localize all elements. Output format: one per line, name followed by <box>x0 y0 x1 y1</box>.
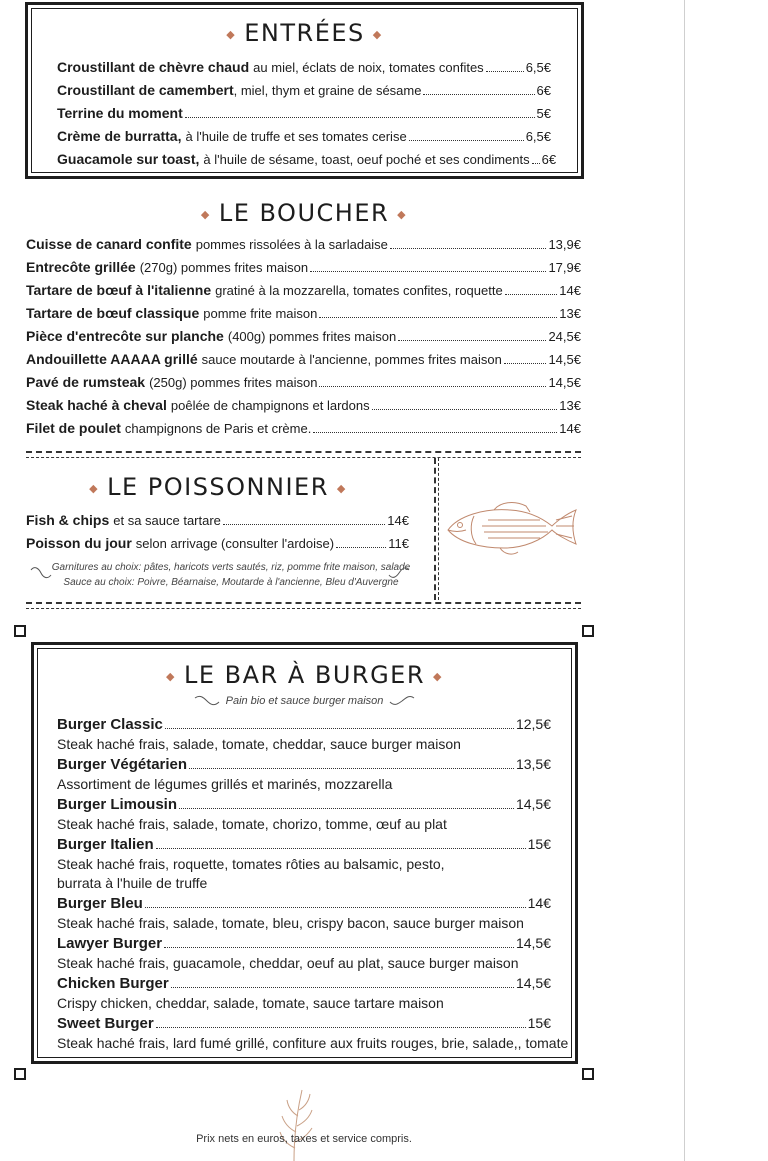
menu-item-price: 6€ <box>541 152 557 167</box>
menu-item <box>26 325 581 348</box>
menu-item <box>26 256 581 279</box>
dot-leader <box>156 1027 526 1028</box>
dashed-divider-vertical <box>438 458 439 600</box>
diamond-icon: ◆ <box>166 669 176 683</box>
herb-sprig-illustration-icon <box>272 1086 322 1161</box>
menu-item-price: 6,5€ <box>525 129 551 144</box>
burger-subtitle: Pain bio et sauce burger maison <box>34 695 575 707</box>
burger-item-name: Lawyer Burger <box>57 935 163 952</box>
entrees-box <box>25 2 584 179</box>
dot-leader <box>504 363 547 364</box>
menu-item-name: Croustillant de camembert <box>57 82 234 98</box>
menu-item-price: 5€ <box>536 106 551 121</box>
menu-item <box>57 125 551 148</box>
menu-item <box>26 394 581 417</box>
burger-item-price: 14€ <box>527 895 551 911</box>
dot-leader <box>165 728 514 729</box>
burger-item <box>57 834 551 855</box>
menu-item-name: Entrecôte grillée <box>26 259 136 275</box>
burger-item <box>57 893 551 914</box>
burger-title: ◆ LE BAR À BURGER ◆ <box>166 661 443 689</box>
dashed-divider <box>26 457 581 458</box>
burger-item-price: 15€ <box>527 836 551 852</box>
menu-item <box>26 279 581 302</box>
dot-leader <box>505 294 558 295</box>
swirl-ornament-icon <box>194 695 220 707</box>
menu-item <box>26 417 581 440</box>
swirl-ornament-icon <box>389 695 415 707</box>
entrees-title: ◆ ENTRÉES ◆ <box>226 19 383 47</box>
dot-leader <box>319 386 546 387</box>
menu-item-name: Terrine du moment <box>57 105 183 121</box>
boucher-title: ◆ LE BOUCHER ◆ <box>200 199 408 227</box>
menu-item-description: sauce moutarde à l'ancienne, pommes frites maison <box>201 352 502 367</box>
menu-item-description: (270g) pommes frites maison <box>139 260 309 275</box>
menu-item-price: 6€ <box>536 83 551 98</box>
burger-item-description: Steak haché frais, salade, tomate, cheddar, sauce burger maison <box>57 736 461 752</box>
menu-item-price: 17,9€ <box>548 260 581 275</box>
menu-item <box>57 79 551 102</box>
diamond-icon: ◆ <box>336 481 347 495</box>
burger-item-price: 12,5€ <box>515 716 551 732</box>
menu-item-price: 14,5€ <box>548 375 581 390</box>
dashed-divider <box>26 451 581 453</box>
menu-item-name: Steak haché à cheval <box>26 397 167 413</box>
sauces-note: Sauce au choix: Poivre, Béarnaise, Moutarde à l'ancienne, Bleu d'Auvergne <box>63 577 399 588</box>
menu-item <box>26 532 409 555</box>
menu-item-description: selon arrivage (consulter l'ardoise) <box>135 536 335 551</box>
menu-item-description: (250g) pommes frites maison <box>149 375 318 390</box>
dot-leader <box>336 547 386 548</box>
dot-leader <box>223 524 385 525</box>
menu-item-description: pommes rissolées à la sarladaise <box>195 237 388 252</box>
menu-item-description: pomme frite maison <box>203 306 318 321</box>
menu-item-price: 6,5€ <box>525 60 551 75</box>
burger-item <box>57 1013 551 1034</box>
poissonnier-list <box>26 509 409 555</box>
boucher-list <box>26 233 581 440</box>
menu-item-price: 14€ <box>387 513 409 528</box>
menu-item <box>26 233 581 256</box>
menu-item-name: Tartare de bœuf à l'italienne <box>26 282 212 298</box>
entrees-list <box>57 56 557 171</box>
dot-leader <box>486 71 524 72</box>
corner-square <box>582 1068 594 1080</box>
menu-item-name: Croustillant de chèvre chaud <box>57 59 250 75</box>
burger-item-description: Crispy chicken, cheddar, salade, tomate, sauce tartare maison <box>57 995 444 1011</box>
dot-leader <box>409 140 524 141</box>
diamond-icon: ◆ <box>200 207 211 221</box>
menu-item <box>26 348 581 371</box>
burger-item-price: 14,5€ <box>515 935 551 951</box>
dot-leader <box>390 248 547 249</box>
burger-item <box>57 714 551 735</box>
burger-item-description: burrata à l'huile de truffe <box>57 875 208 891</box>
diamond-icon: ◆ <box>397 207 408 221</box>
burger-item-name: Burger Classic <box>57 716 163 733</box>
menu-item-name: Tartare de bœuf classique <box>26 305 200 321</box>
dot-leader <box>164 947 514 948</box>
burger-item <box>57 794 551 815</box>
burger-item-description: Assortiment de légumes grillés et marinés, mozzarella <box>57 776 393 792</box>
poissonnier-title: ◆ LE POISSONNIER ◆ <box>89 473 347 501</box>
burger-item-name: Burger Limousin <box>57 796 178 813</box>
burger-item <box>57 933 551 954</box>
menu-item-price: 13€ <box>559 306 581 321</box>
menu-item-description: (400g) pommes frites maison <box>227 329 397 344</box>
menu-item <box>57 148 557 171</box>
dot-leader <box>398 340 546 341</box>
menu-item-description: gratiné à la mozzarella, tomates confites, roquette <box>215 283 503 298</box>
menu-item-name: Crème de burratta, <box>57 128 182 144</box>
dot-leader <box>310 271 546 272</box>
burger-item-name: Sweet Burger <box>57 1015 154 1032</box>
diamond-icon: ◆ <box>433 669 443 683</box>
burger-item-price: 13,5€ <box>515 756 551 772</box>
garnitures-note: Garnitures au choix: pâtes, haricots verts sautés, riz, pomme frite maison, salade <box>51 562 411 573</box>
burger-item-description: Steak haché frais, guacamole, cheddar, oeuf au plat, sauce burger maison <box>57 955 519 971</box>
menu-item-name: Pavé de rumsteak <box>26 374 146 390</box>
page-edge-line <box>684 0 685 1161</box>
dot-leader <box>145 907 526 908</box>
menu-item-price: 14€ <box>559 421 581 436</box>
menu-item-price: 11€ <box>388 536 409 551</box>
burger-item-name: Burger Végétarien <box>57 756 188 773</box>
dot-leader <box>372 409 558 410</box>
fish-illustration-icon <box>444 496 580 560</box>
diamond-icon: ◆ <box>372 27 383 41</box>
burger-item-price: 14,5€ <box>515 975 551 991</box>
menu-item-description: champignons de Paris et crème. <box>124 421 312 436</box>
menu-item <box>26 302 581 325</box>
menu-item <box>57 102 551 125</box>
menu-item-name: Cuisse de canard confite <box>26 236 192 252</box>
menu-item-description: , miel, thym et graine de sésame <box>233 83 422 98</box>
menu-item-name: Pièce d'entrecôte sur planche <box>26 328 224 344</box>
dot-leader <box>532 163 540 164</box>
burger-item-description: Steak haché frais, salade, tomate, bleu, crispy bacon, sauce burger maison <box>57 915 524 931</box>
menu-item-price: 13,9€ <box>548 237 581 252</box>
swirl-ornament-icon <box>388 566 410 580</box>
burger-box <box>31 642 578 1064</box>
menu-item-description: à l'huile de truffe et ses tomates cerise <box>185 129 407 144</box>
burger-item-price: 15€ <box>527 1015 551 1031</box>
menu-item-price: 14€ <box>559 283 581 298</box>
menu-item <box>26 509 409 532</box>
menu-item-name: Filet de poulet <box>26 420 121 436</box>
dot-leader <box>156 848 526 849</box>
dashed-divider <box>26 608 581 609</box>
menu-item-name: Guacamole sur toast, <box>57 151 200 167</box>
menu-item-description: au miel, éclats de noix, tomates confites <box>253 60 484 75</box>
menu-item-description: et sa sauce tartare <box>113 513 221 528</box>
burger-item-name: Burger Italien <box>57 836 154 853</box>
corner-square <box>14 625 26 637</box>
menu-item-name: Poisson du jour <box>26 535 132 551</box>
burger-item-description: Steak haché frais, roquette, tomates rôties au balsamic, pesto, <box>57 856 445 872</box>
menu-item <box>26 371 581 394</box>
menu-item <box>57 56 551 79</box>
dot-leader <box>313 432 557 433</box>
burger-item <box>57 973 551 994</box>
dot-leader <box>185 117 535 118</box>
dot-leader <box>189 768 514 769</box>
menu-item-name: Fish & chips <box>26 512 110 528</box>
burger-item <box>57 754 551 775</box>
menu-item-price: 14,5€ <box>548 352 581 367</box>
dot-leader <box>171 987 514 988</box>
menu-item-description: poêlée de champignons et lardons <box>170 398 370 413</box>
dashed-divider <box>26 602 581 604</box>
footer-note: Prix nets en euros, taxes et service compris. <box>196 1133 412 1145</box>
menu-item-price: 24,5€ <box>548 329 581 344</box>
corner-square <box>582 625 594 637</box>
menu-item-price: 13€ <box>559 398 581 413</box>
burger-item-name: Burger Bleu <box>57 895 143 912</box>
burger-item-price: 14,5€ <box>515 796 551 812</box>
menu-item-description: à l'huile de sésame, toast, oeuf poché et ses condiments <box>203 152 530 167</box>
burger-item-name: Chicken Burger <box>57 975 169 992</box>
burger-list <box>57 714 569 1053</box>
corner-square <box>14 1068 26 1080</box>
burger-item-description: Steak haché frais, salade, tomate, chorizo, tomme, œuf au plat <box>57 816 447 832</box>
burger-item-description: Steak haché frais, lard fumé grillé, confiture aux fruits rouges, brie, salade,, tomate <box>57 1035 569 1051</box>
diamond-icon: ◆ <box>226 27 237 41</box>
menu-item-name: Andouillette AAAAA grillé <box>26 351 198 367</box>
dot-leader <box>423 94 534 95</box>
dot-leader <box>319 317 557 318</box>
diamond-icon: ◆ <box>89 481 100 495</box>
dot-leader <box>179 808 514 809</box>
